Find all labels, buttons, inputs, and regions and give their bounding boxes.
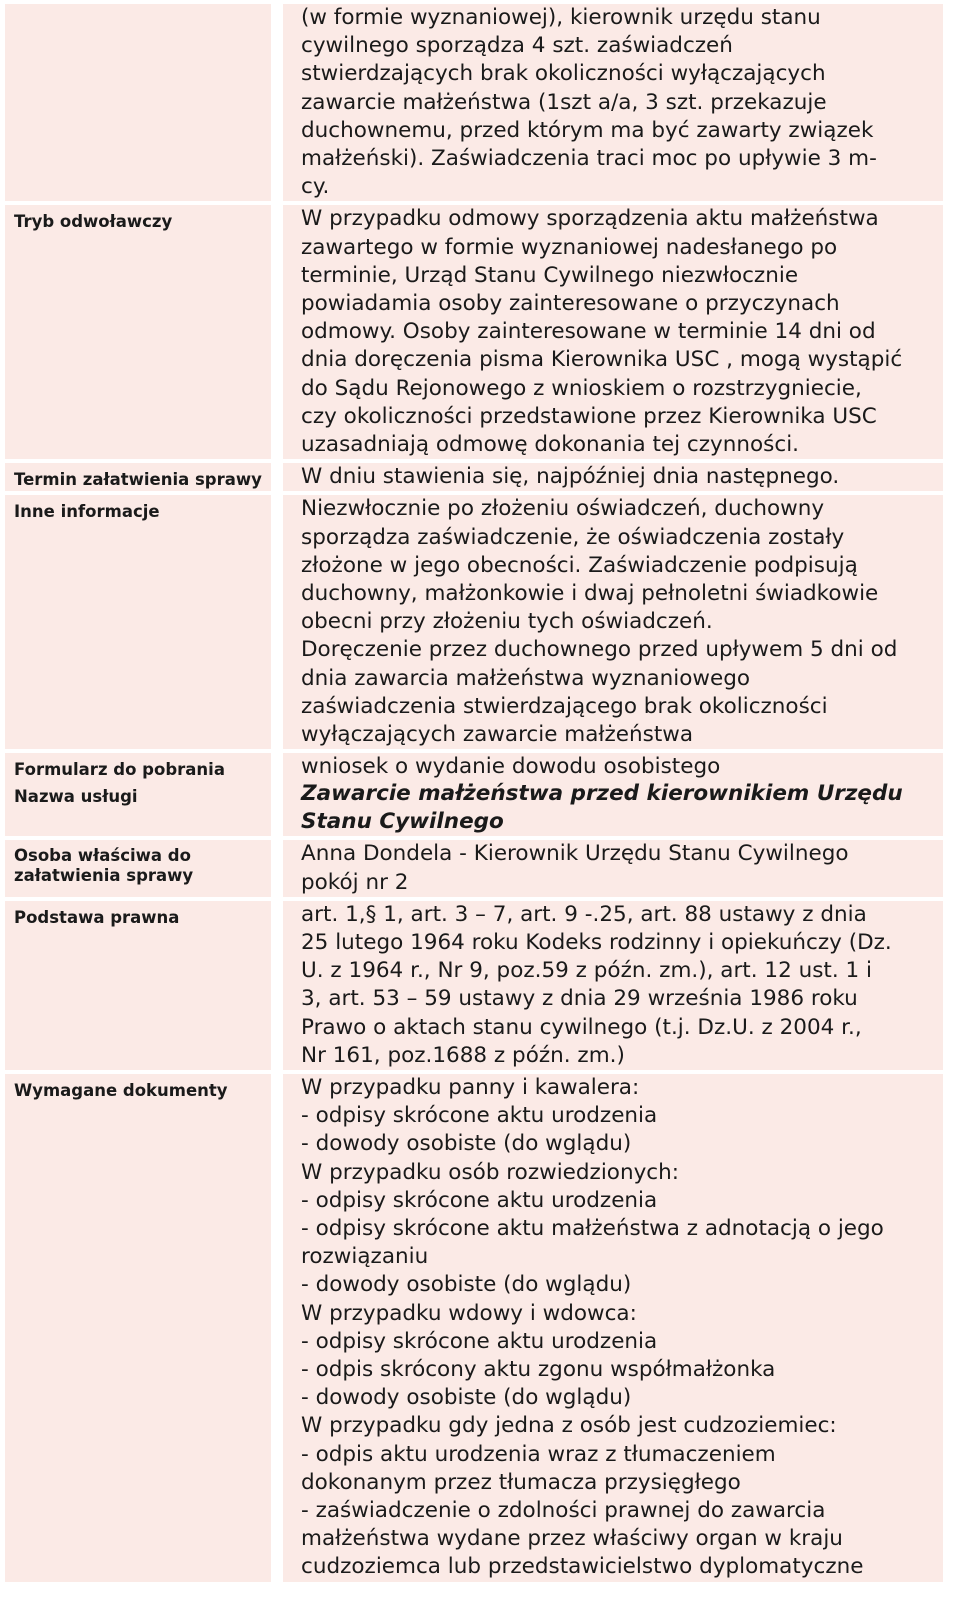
row-tryb-odwolawczy (5, 205, 943, 459)
osoba-value: Anna Dondela - Kierownik Urzędu Stanu Cywilnego pokój nr 2 (283, 840, 943, 896)
podstawa-label: Podstawa prawna (5, 901, 271, 1070)
row-formularz (5, 753, 943, 781)
tryb-value: W przypadku odmowy sporządzenia aktu małżeństwa zawartego w formie wyznaniowej nadesłanego po terminie, Urząd Stanu Cywilnego niezwłocznie powiadamia osoby zainteresowane o przyczynach odmowy. Osoby zainteresowane w terminie 14 dni od dnia doręczenia pisma Kierownika USC , mogą wystąpić do Sądu Rejonowego z wnioskiem o rozstrzygniecie, czy okoliczności przedstawione przez Kierownika USC uzasadniają odmowę dokonania tej czynności. (283, 205, 943, 459)
row-osoba-wlasciwa (5, 840, 943, 896)
wymagane-label: Wymagane dokumenty (5, 1074, 271, 1582)
inne-label: Inne informacje (5, 495, 271, 749)
tryb-label: Tryb odwoławczy (5, 205, 271, 459)
osoba-label: Osoba właściwa do załatwienia sprawy (5, 840, 271, 896)
continuation-text: (w formie wyznaniowej), kierownik urzędu stanu cywilnego sporządza 4 szt. zaświadczeń stwierdzających brak okoliczności wyłączających zawarcie małżeństwa (1szt a/a, 3 szt. przekazuje duchownemu, przed którym ma być zawarty związek małżeński). Zaświadczenia traci moc po upływie 3 m- cy. (283, 4, 943, 201)
row-continuation (5, 4, 943, 201)
row-termin (5, 463, 943, 491)
nazwa-label: Nazwa usługi (5, 780, 271, 836)
empty-label-cell (5, 4, 271, 201)
row-wymagane-dokumenty (5, 1074, 943, 1582)
service-title: Zawarcie małżeństwa przed kierownikiem Urzędu Stanu Cywilnego (283, 780, 943, 836)
formularz-label: Formularz do pobrania (5, 753, 271, 781)
termin-value: W dniu stawienia się, najpóźniej dnia następnego. (283, 463, 943, 491)
row-podstawa-prawna (5, 901, 943, 1070)
termin-label: Termin załatwienia sprawy (5, 463, 271, 491)
row-nazwa-uslugi (5, 780, 943, 836)
row-inne-informacje (5, 495, 943, 749)
info-table-2 (5, 780, 943, 1582)
wymagane-value: W przypadku panny i kawalera: - odpisy skrócone aktu urodzenia - dowody osobiste (do wglądu) W przypadku osób rozwiedzionych: - odpisy skrócone aktu urodzenia - odpisy skrócone aktu małżeństwa z adnotacją o jego rozwiązaniu - dowody osobiste (do wglądu) W przypadku wdowy i wdowca: - odpisy skrócone aktu urodzenia - odpis skrócony aktu zgonu współmałżonka - dowody osobiste (do wglądu) W przypadku gdy jedna z osób jest cudzoziemiec: - odpis aktu urodzenia wraz z tłumaczeniem dokonanym przez tłumacza przysięgłego - zaświadczenie o zdolności prawnej do zawarcia małżeństwa wydane przez właściwy organ w kraju cudzoziemca lub przedstawicielstwo dyplomatyczne (283, 1074, 943, 1582)
info-table-1 (5, 4, 943, 781)
formularz-value: wniosek o wydanie dowodu osobistego (283, 753, 943, 781)
inne-value: Niezwłocznie po złożeniu oświadczeń, duchowny sporządza zaświadczenie, że oświadczenia zostały złożone w jego obecności. Zaświadczenie podpisują duchowny, małżonkowie i dwaj pełnoletni świadkowie obecni przy złożeniu tych oświadczeń. Doręczenie przez duchownego przed upływem 5 dni od dnia zawarcia małżeństwa wyznaniowego zaświadczenia stwierdzającego brak okoliczności wyłączających zawarcie małżeństwa (283, 495, 943, 749)
podstawa-value: art. 1,§ 1, art. 3 – 7, art. 9 -.25, art. 88 ustawy z dnia 25 lutego 1964 roku Kodeks rodzinny i opiekuńczy (Dz. U. z 1964 r., Nr 9, poz.59 z późn. zm.), art. 12 ust. 1 i 3, art. 53 – 59 ustawy z dnia 29 września 1986 roku Prawo o aktach stanu cywilnego (t.j. Dz.U. z 2004 r., Nr 161, poz.1688 z późn. zm.) (283, 901, 943, 1070)
